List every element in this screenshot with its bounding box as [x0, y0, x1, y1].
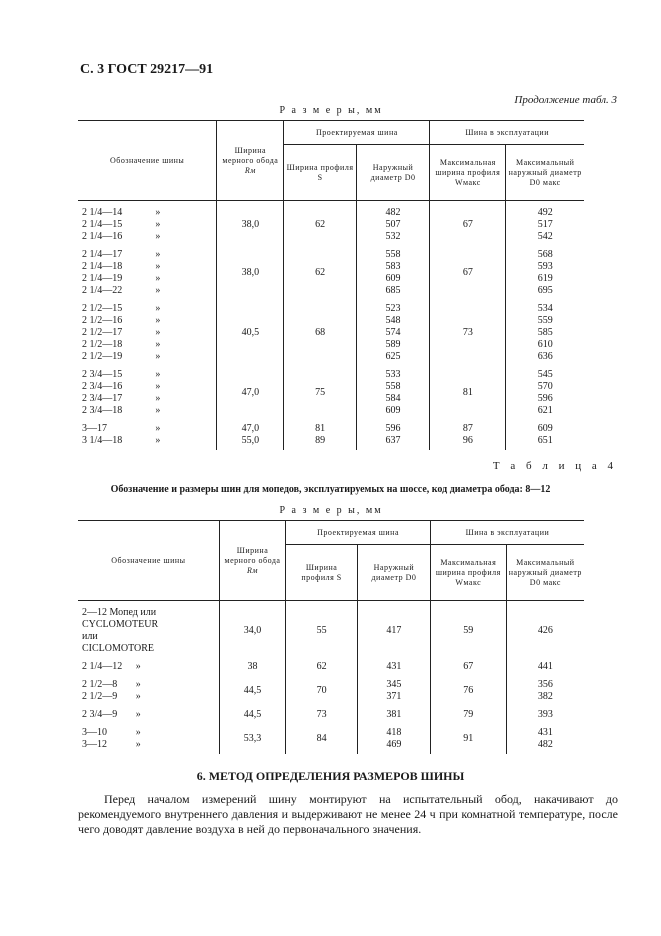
profile-width-value: 55 — [286, 601, 358, 659]
table4-body — [78, 601, 584, 755]
outer-diameter-header: Наружный диаметр D0 — [356, 145, 430, 201]
outer-diameter-value: 523 548 574 589 625 — [356, 300, 430, 366]
rim-width-value: 44,5 — [219, 706, 285, 724]
table-row — [78, 676, 584, 706]
max-outer-diameter-value: 356 382 — [506, 676, 584, 706]
max-profile-width-value: 67 — [430, 246, 506, 300]
in-service-header: Шина в эксплуатации — [430, 121, 584, 145]
table-row — [78, 420, 584, 450]
profile-width-value: 81 89 — [284, 420, 356, 450]
table-row — [78, 366, 584, 420]
rim-width-value: 40,5 — [217, 300, 284, 366]
max-outer-diameter-value: 568 593 619 695 — [506, 246, 584, 300]
in-service-header: Шина в эксплуатации — [430, 521, 584, 545]
rim-width-value: 47,0 — [217, 366, 284, 420]
outer-diameter-value: 431 — [357, 658, 430, 676]
tire-designation: » 2 3/4—15 » 2 3/4—16 » 2 3/4—17 » 2 3/4—18 — [82, 369, 161, 416]
profile-width-header: Ширина профиля S — [286, 545, 358, 601]
max-outer-diameter-value: 393 — [506, 706, 584, 724]
outer-diameter-value: 596 637 — [356, 420, 430, 450]
max-profile-width-header: Максимальная ширина профиля Wмакс — [430, 545, 506, 601]
tire-designation: » 2 1/2—8 » 2 1/2—9 — [82, 679, 141, 702]
max-profile-width-value: 91 — [430, 724, 506, 754]
table4-label: Т а б л и ц а 4 — [492, 460, 617, 472]
table-row — [78, 300, 584, 366]
profile-width-header: Ширина профиля S — [284, 145, 356, 201]
max-outer-diameter-value: 441 — [506, 658, 584, 676]
designed-tire-header: Проектируемая шина — [286, 521, 431, 545]
outer-diameter-value: 482 507 532 — [356, 201, 430, 247]
table-row — [78, 706, 584, 724]
table-row — [78, 201, 584, 247]
outer-diameter-header: Наружный диаметр D0 — [357, 545, 430, 601]
table3-size-caption: Р а з м е р ы, мм — [279, 105, 383, 116]
tire-designation: » 3—17 » 3 1/4—18 — [82, 423, 161, 446]
max-outer-diameter-header: Максимальный наружный диаметр D0 макс — [506, 545, 584, 601]
outer-diameter-value: 418 469 — [357, 724, 430, 754]
max-profile-width-value: 76 — [430, 676, 506, 706]
tire-designation: » 2 1/2—15 » 2 1/2—16 » 2 1/2—17 » 2 1/2—18 » 2 1/2—19 — [82, 303, 161, 362]
rim-width-header: Ширина мерного обода Rм — [217, 121, 284, 201]
table3-body — [78, 201, 584, 451]
profile-width-value: 75 — [284, 366, 356, 420]
tire-designation: » 2 3/4—9 — [82, 709, 141, 720]
max-outer-diameter-value: 545 570 596 621 — [506, 366, 584, 420]
max-profile-width-value: 59 — [430, 601, 506, 659]
rim-width-value: 38,0 — [217, 246, 284, 300]
table4-size-caption: Р а з м е р ы, мм — [279, 505, 383, 516]
outer-diameter-value: 345 371 — [357, 676, 430, 706]
tire-designation: » 2 1/4—12 — [82, 661, 141, 672]
tire-designation: 2—12 Мопед или CYCLOMOTEUR или CICLOMOTORE — [82, 607, 159, 654]
profile-width-value: 73 — [286, 706, 358, 724]
max-profile-width-value: 73 — [430, 300, 506, 366]
rim-width-value: 47,0 55,0 — [217, 420, 284, 450]
table-row — [78, 601, 584, 659]
profile-width-value: 84 — [286, 724, 358, 754]
page-header: С. 3 ГОСТ 29217—91 — [80, 62, 214, 77]
rim-width-value: 34,0 — [219, 601, 285, 659]
table4 — [78, 520, 584, 754]
max-profile-width-value: 79 — [430, 706, 506, 724]
max-profile-width-value: 67 — [430, 658, 506, 676]
section-paragraph: Перед началом измерений шину монтируют на испытательный обод, накачивают до рекомендуемого внутреннего давления и выдерживают не менее 24 ч при комнатной температуре, после чего доводят давление воздуха в ней до первоначального значения. — [78, 792, 618, 836]
max-profile-width-value: 81 — [430, 366, 506, 420]
section-heading: 6. МЕТОД ОПРЕДЕЛЕНИЯ РАЗМЕРОВ ШИНЫ — [196, 769, 465, 783]
max-outer-diameter-value: 431 482 — [506, 724, 584, 754]
table4-title: Обозначение и размеры шин для мопедов, эксплуатируемых на шоссе, код диаметра обода: 8—12 — [110, 484, 551, 495]
designation-header: Обозначение шины — [78, 121, 217, 201]
max-profile-width-header: Максимальная ширина профиля Wмакс — [430, 145, 506, 201]
outer-diameter-value: 533 558 584 609 — [356, 366, 430, 420]
outer-diameter-value: 381 — [357, 706, 430, 724]
rim-width-value: 53,3 — [219, 724, 285, 754]
tire-designation: » 3—10 » 3—12 — [82, 727, 141, 750]
max-outer-diameter-value: 492 517 542 — [506, 201, 584, 247]
max-outer-diameter-value: 426 — [506, 601, 584, 659]
tire-designation: » 2 1/4—14 » 2 1/4—15 » 2 1/4—16 — [82, 207, 161, 242]
max-outer-diameter-value: 534 559 585 610 636 — [506, 300, 584, 366]
rim-width-header: Ширина мерного обода Rм — [219, 521, 285, 601]
max-outer-diameter-header: Максимальный наружный диаметр D0 макс — [506, 145, 584, 201]
max-profile-width-value: 87 96 — [430, 420, 506, 450]
outer-diameter-value: 558 583 609 685 — [356, 246, 430, 300]
designed-tire-header: Проектируемая шина — [284, 121, 430, 145]
max-outer-diameter-value: 609 651 — [506, 420, 584, 450]
profile-width-value: 68 — [284, 300, 356, 366]
designation-header: Обозначение шины — [78, 521, 219, 601]
continuation-note: Продолжение табл. 3 — [514, 94, 617, 106]
max-profile-width-value: 67 — [430, 201, 506, 247]
rim-width-value: 44,5 — [219, 676, 285, 706]
table-row — [78, 246, 584, 300]
table-row — [78, 658, 584, 676]
outer-diameter-value: 417 — [357, 601, 430, 659]
table3 — [78, 120, 584, 450]
profile-width-value: 70 — [286, 676, 358, 706]
profile-width-value: 62 — [284, 246, 356, 300]
rim-width-value: 38,0 — [217, 201, 284, 247]
profile-width-value: 62 — [284, 201, 356, 247]
rim-width-value: 38 — [219, 658, 285, 676]
tire-designation: » 2 1/4—17 » 2 1/4—18 » 2 1/4—19 » 2 1/4—22 — [82, 249, 161, 296]
table-row — [78, 724, 584, 754]
profile-width-value: 62 — [286, 658, 358, 676]
